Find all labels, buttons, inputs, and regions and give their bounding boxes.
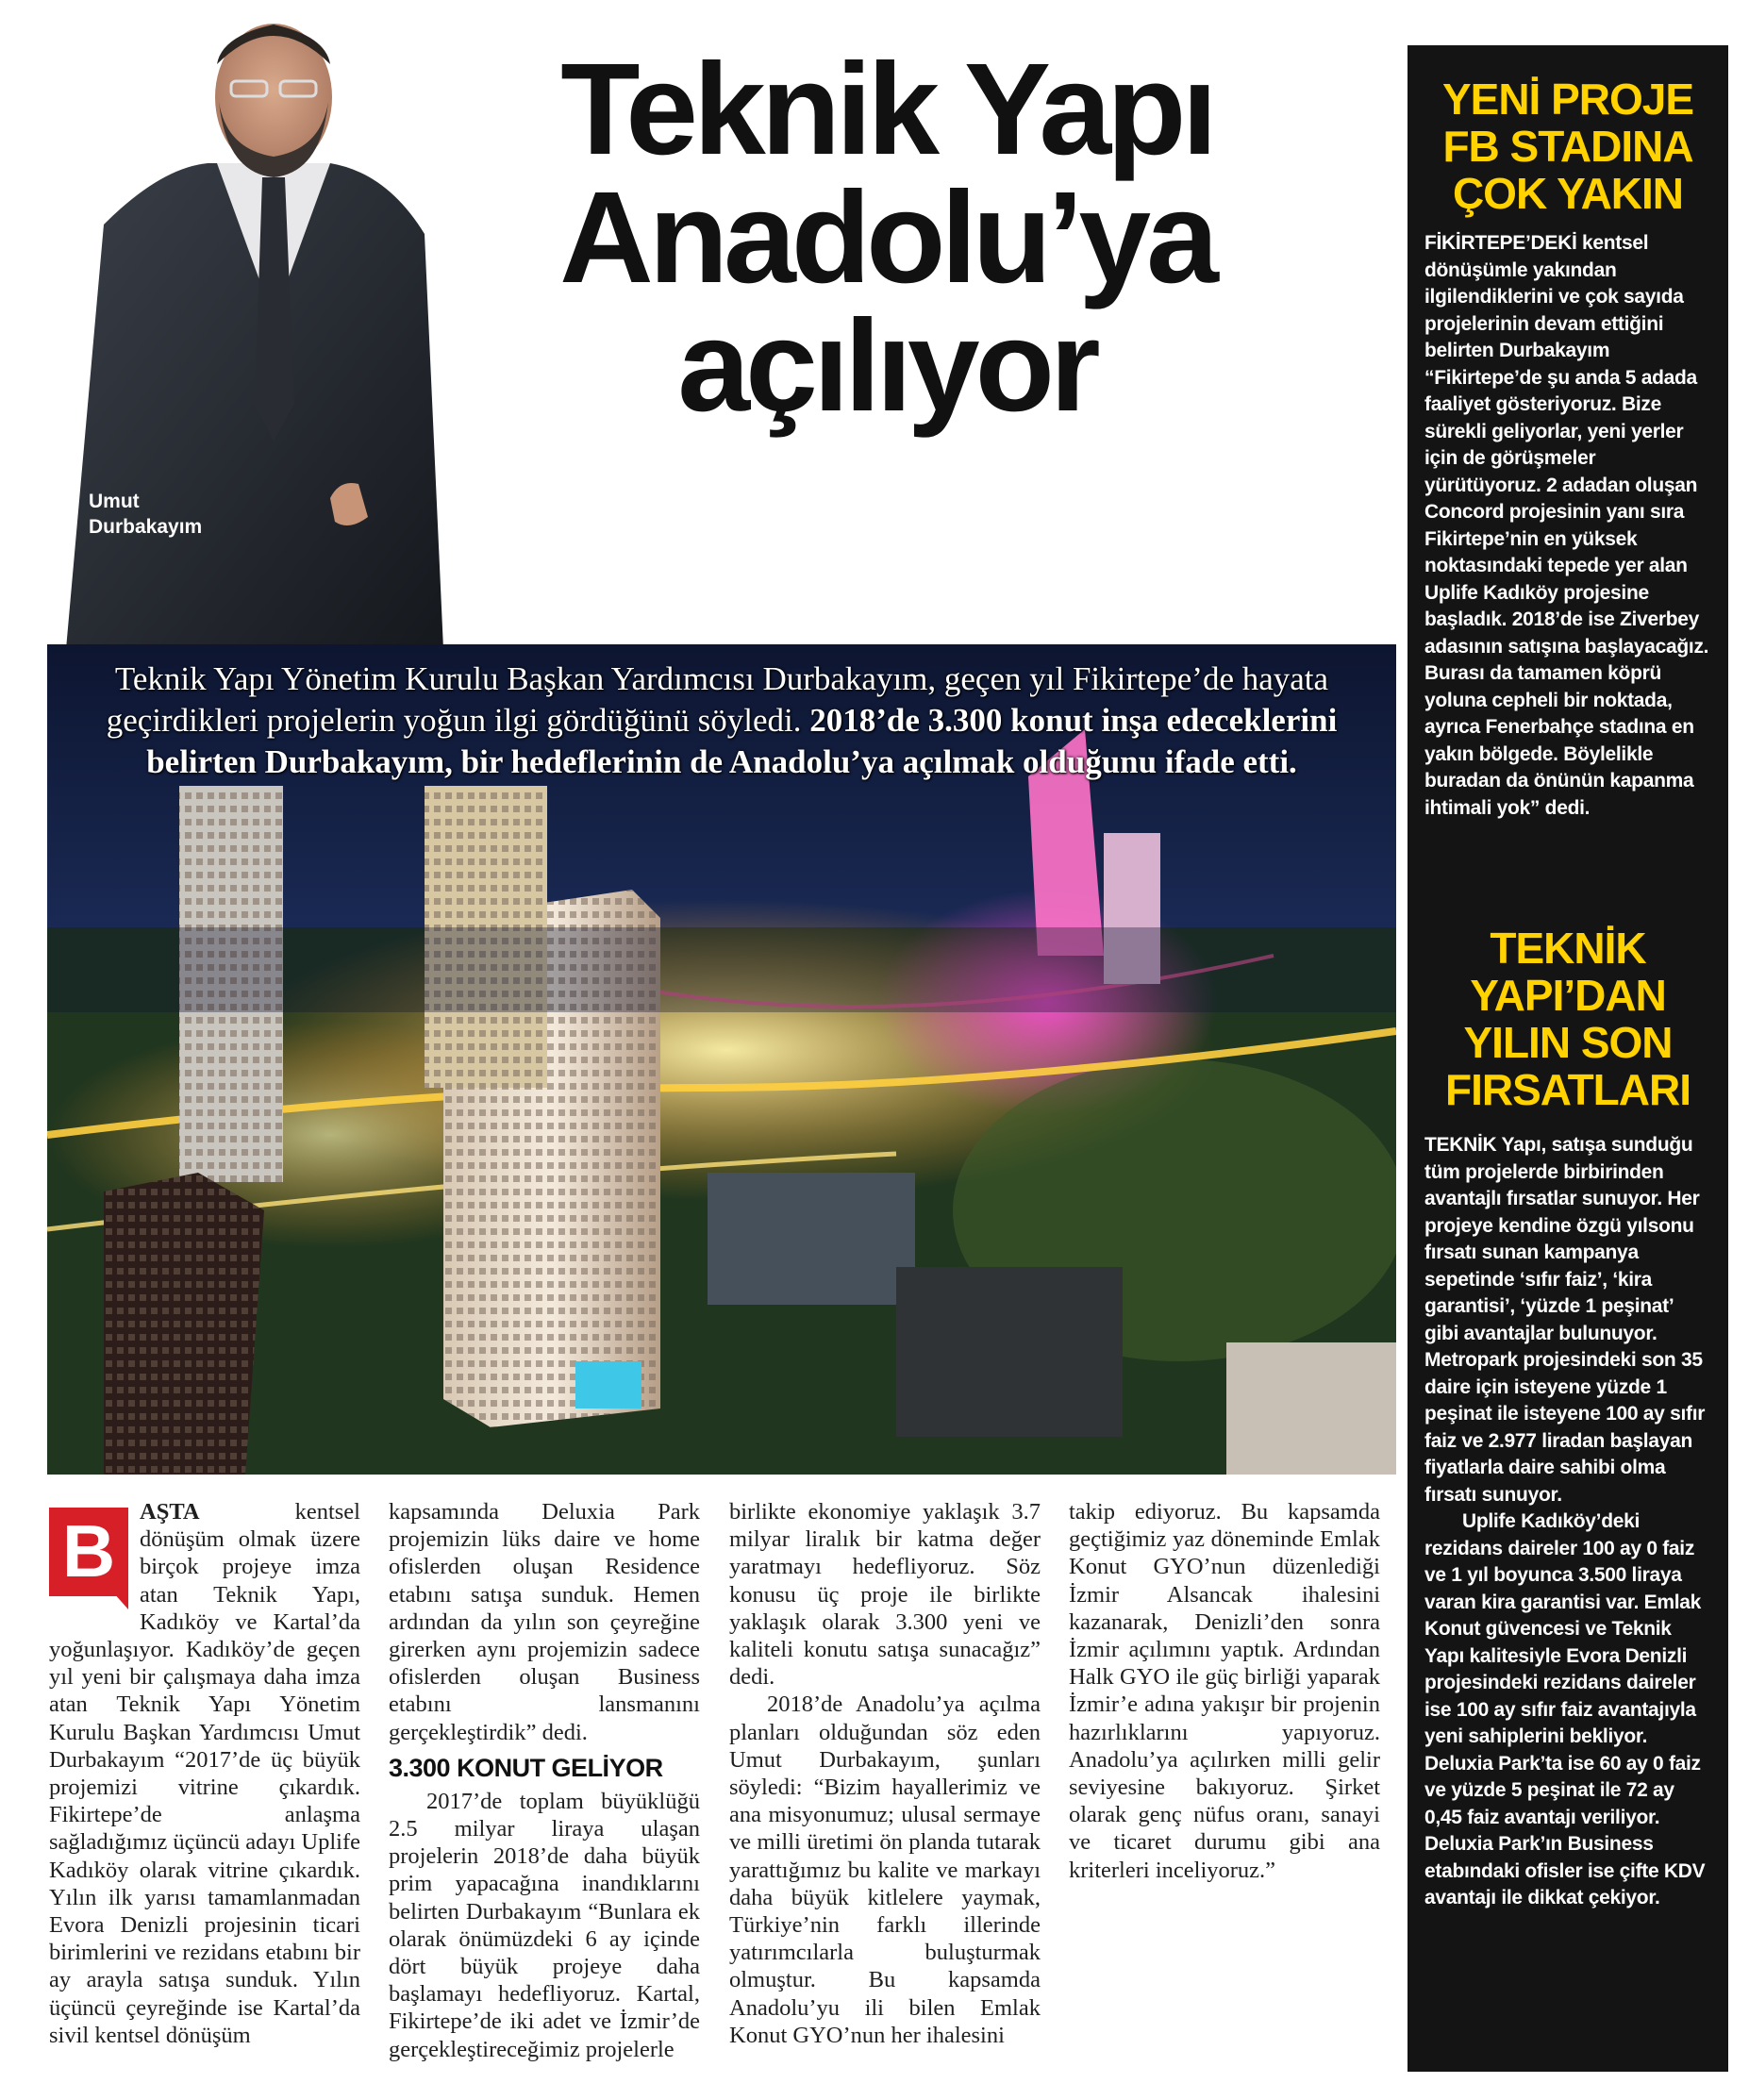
portrait-photo [47,8,443,649]
sidebar-box-1-title-line-3: ÇOK YAKIN [1452,169,1684,218]
caption-last-name: Durbakayım [89,516,203,538]
headline [415,37,1358,439]
lead-part-2: 2018’de 3.300 konut inşa edeceklerini belirten Durbakayım, bir hedeflerinin de Anadolu’ya açılmak olduğunu ifade etti. [146,702,1338,780]
drop-cap: B [49,1508,128,1596]
sidebar-box-2-body: Yapı, satışa sunduğu tüm projelerde birbirinden avantajlı fırsatlar sunuyor. Her projeye kendine özgü yılsonu fırsatı sunan kampanya sepetinde ‘sıfır faiz’, ‘kira garantisi’, ‘yüzde 1 peşinat’ gibi avantajlar bulunuyor. Metropark projesindeki son 35 daire için isteyene yüzde 1 peşinat ile isteyene 100 ay sıfır faiz ve 2.977 liradan başlayan fiyatlarla daire sahibi olma fırsatı sunuyor. [1424,1134,1706,1506]
article-paragraph-3: 2018’de Anadolu’ya açılma planları olduğundan söz eden Umut Durbakayım, şunları söyledi: “Bizim hayallerimiz ve ana misyonumuz; ulusal sermaye ve milli üretimi ön planda tutarak yarattığımız bu kalite ve markayı daha büyük kitlelere yaymak, Türkiye’nin farklı illerinde yatırımcılarla buluşturmak olmuştur. Bu kapsamda Anadolu’yu ili bilen Emlak Konut GYO’nun her ihalesini [729,1692,1041,2048]
article-paragraph-continued: kapsamında Deluxia Park projemizin lüks daire ve home ofislerden oluşan Residence etabını satışa sunduk. Hemen ardından da yılın son çeyreğine girerken aynı projemizin sadece ofislerden oluşan Business etabını lansmanını gerçekleştirdik” dedi. [389,1499,700,1745]
lead-paragraph [57,658,1387,783]
article-paragraph-2: 2017’de toplam büyüklüğü 2.5 milyar liraya ulaşan projelerin 2018’de daha büyük prim yapacağına inandıklarını belirten Durbakayım “Bunlara ek olarak önümüzdeki 6 ay içinde dört büyük projeye daha başlamayı hedefliyoruz. Kartal, Fikirtepe’de iki adet ve İzmir’de gerçekleştireceğimiz projelerle [389,1788,700,2062]
article-subhead: 3.300 KONUT GELİYOR [389,1753,663,1782]
sidebar-box-1-lead-word: FİKİRTEPE’DEKİ [1424,232,1577,254]
sidebar-box-2-title-line-2: YAPI’DAN [1470,971,1666,1020]
sidebar-box-1-text [1424,230,1711,822]
article-lead-word: AŞTA [140,1499,200,1525]
sidebar-box-2-title [1408,925,1728,1113]
portrait-caption [89,489,240,540]
sidebar-box-2-title-line-3: YILIN SON [1463,1018,1673,1067]
article-column-4 [1069,1498,1380,1884]
article-column-1 [49,1498,360,2049]
sidebar-box-2-body-2: Uplife Kadıköy’deki rezidans daireler 100 ay 0 faiz ve 1 yıl boyunca 3.500 liraya varan kira garantisi var. Emlak Konut güvencesi ve Teknik Yapı kalitesiyle Evora Denizli projesindeki rezidans daireler ise 100 ay sıfır faiz avantajıyla yeni sahiplerini bekliyor. Deluxia Park’ta ise 60 ay 0 faiz ve yüzde 5 peşinat ile 72 ay 0,45 faiz avantajı veriliyor. Deluxia Park’ın Business etabındaki ofisler ise çifte KDV avantajı ile dikkat çekiyor. [1424,1510,1706,1908]
caption-first-name: Umut [89,491,140,512]
headline-line-2: Anadolu’ya [559,165,1214,310]
article-paragraph-1-text: kentsel dönüşüm olmak üzere birçok projeye imza atan Teknik Yapı, Kadıköy ve Kartal’da yoğunlaşıyor. Kadıköy’de geçen yıl yeni bir çalışmaya daha imza atan Teknik Yapı Yönetim Kurulu Başkan Yardımcısı Umut Durbakayım “2017’de üç büyük projemizi vitrine çıkardık. Fikirtepe’de anlaşma sağladığımız üçüncü adayı Uplife Kadıköy olarak vitrine çıkardık. Yılın ilk yarısı tamamlanmadan Evora Denizli projesinin ticari birimlerini ve rezidans etabını bir ay arayla satışa sunduk. Yılın üçüncü çeyreğinde ise Kartal’da sivil kentsel dönüşüm [49,1499,360,2048]
article-paragraph-continued: takip ediyoruz. Bu kapsamda geçtiğimiz yaz döneminde Emlak Konut GYO’nun düzenlediği İzmir Alsancak ihalesini kazanarak, Denizli’den sonra İzmir açılımını yaptık. Ardından Halk GYO ile güç birliği yaparak İzmir’e adına yakışır bir projenin hazırlıklarını yapıyoruz. Anadolu’ya açılırken milli gelir seviyesine bakıyoruz. Şirket olarak genç nüfus oranı, sanayi ve ticaret durumu gibi ana kriterleri inceliyoruz.” [1069,1499,1380,1883]
sidebar-box-1-title-line-2: FB STADINA [1442,122,1693,171]
article-column-2 [389,1498,700,2063]
sidebar-box-2-lead-word: TEKNİK [1424,1134,1497,1156]
sidebar-box-1-title-line-1: YENİ PROJE [1441,75,1694,124]
headline-line-1: Teknik Yapı [560,37,1213,182]
headline-line-3: açılıyor [677,293,1096,439]
sidebar-box-2-text [1424,1132,1711,1912]
lead-part-1: Teknik Yapı Yönetim Kurulu Başkan Yardımcısı Durbakayım, geçen yıl Fikirtepe’de hayata geçirdikleri projelerin yoğun ilgi gördüğünü söyledi. [106,660,1329,739]
article-paragraph-continued: birlikte ekonomiye yaklaşık 3.7 milyar liralık bir katma değer yaratmayı hedefliyoruz. Söz konusu üç proje ile birlikte yaklaşık olarak 3.300 yeni ve kaliteli konutu satışa sunacağız” dedi. [729,1499,1041,1691]
drop-cap-space [49,1498,140,1630]
sidebar-box-2-title-line-4: FIRSATLARI [1444,1065,1691,1114]
article-column-3 [729,1498,1041,2049]
sidebar-box-1-title [1408,75,1728,217]
sidebar-box-1-body: kentsel dönüşümle yakından ilgilendiklerini ve çok sayıda projelerinin devam ettiğini belirten Durbakayım “Fikirtepe’de şu anda 5 adada faaliyet gösteriyoruz. Bize sürekli geliyorlar, yeni yerler için de görüşmeler yürütüyoruz. 2 adadan oluşan Concord projesinin yanı sıra Fikirtepe’nin en yüksek noktasındaki tepede yer alan Uplife Kadıköy projesine başladık. 2018’de ise Ziverbey adasının satışına başlayacağız. Burası da tamamen köprü yoluna cepheli bir noktada, ayrıca Fenerbahçe stadına en yakın bölgede. Böylelikle buradan da önünün kapanma ihtimali yok” dedi. [1424,232,1709,819]
sidebar-box-2-title-line-1: TEKNİK [1490,924,1646,973]
